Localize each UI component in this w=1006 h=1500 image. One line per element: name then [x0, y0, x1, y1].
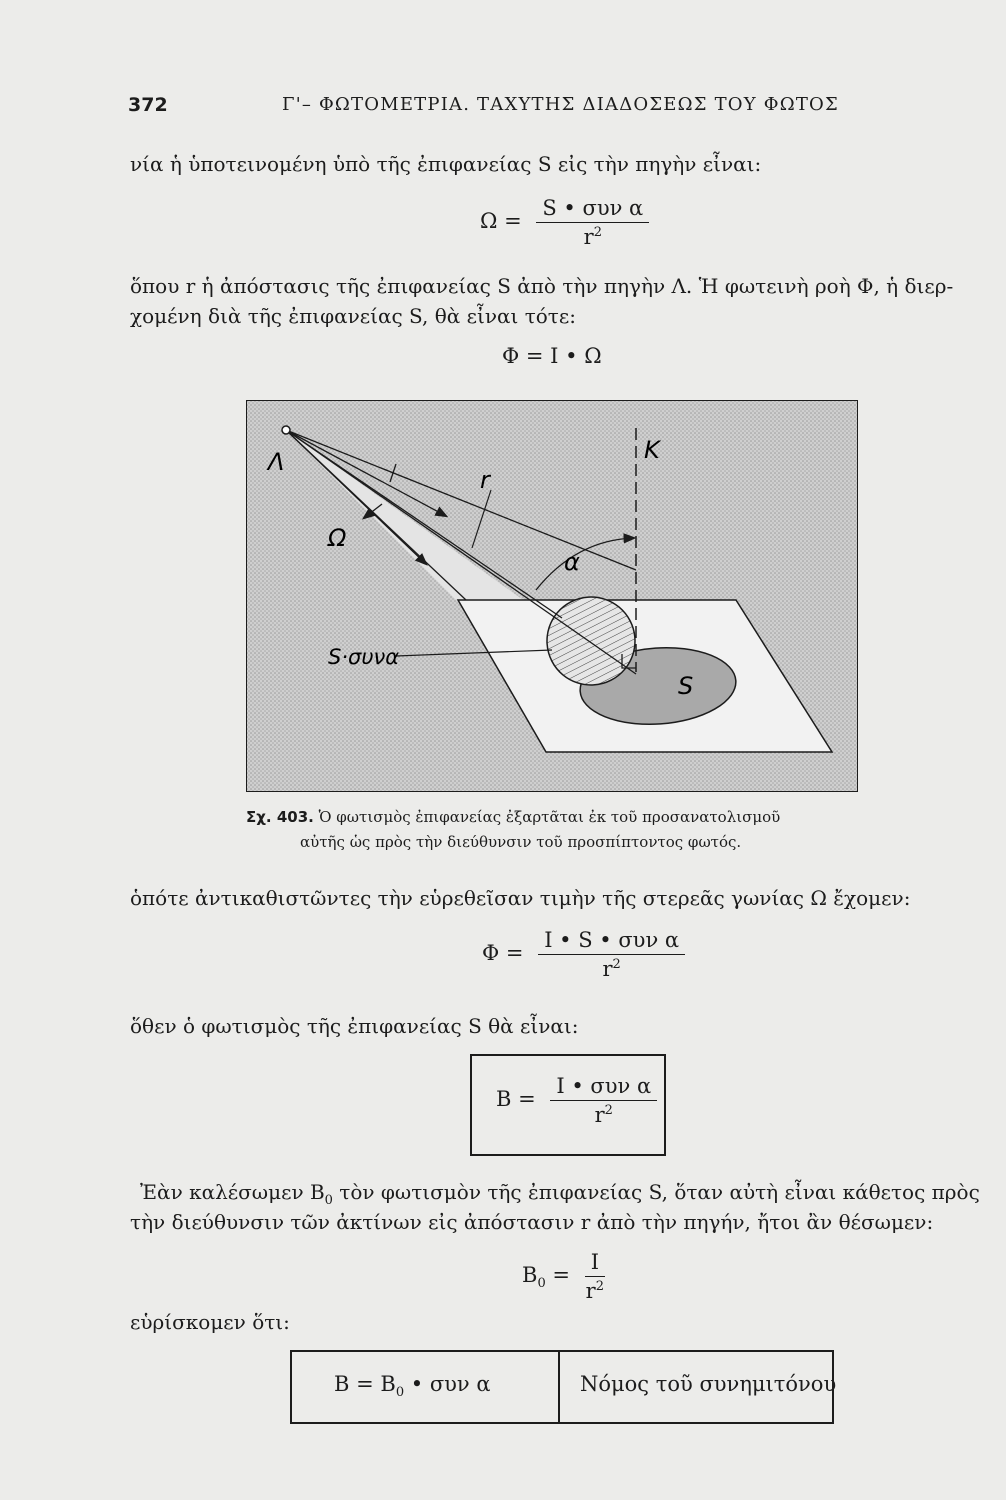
label-solid-angle: Ω: [328, 524, 347, 552]
label-angle: α: [564, 548, 580, 576]
fraction: [550, 1074, 657, 1127]
label-normal: K: [644, 436, 660, 464]
text-line-5: ὅθεν ὁ φωτισμὸς τῆς ἐπιφανείας S θὰ εἶναι:: [130, 1014, 579, 1038]
page-number: 372: [128, 94, 168, 116]
fraction-numerator: I • συν α: [550, 1074, 657, 1101]
fraction: [536, 196, 649, 249]
running-header: Γ'– ΦΩΤΟΜΕΤΡΙΑ. ΤΑΧΥΤΗΣ ΔΙΑΔΟΣΕΩΣ ΤΟΥ ΦΩΤΟΣ: [282, 94, 839, 115]
equation-solid-angle: [480, 196, 649, 249]
label-source: Λ: [268, 448, 285, 476]
text-line-7: τὴν διεύθυνσιν τῶν ἀκτίνων εἰς ἀπόστασιν r ἀπὸ τὴν πηγήν, ἤτοι ἂν θέσωμεν:: [130, 1210, 934, 1234]
fraction-denominator: $r^2$: [594, 1103, 613, 1127]
text-line-2: ὅπου r ἡ ἀπόστασις τῆς ἐπιφανείας S ἀπὸ τὴν πηγὴν Λ. Ἡ φωτεινὴ ροὴ Φ, ἡ διερ-: [130, 274, 954, 298]
text-line-4: ὁπότε ἀντικαθιστῶντες τὴν εὑρεθεῖσαν τιμὴν τῆς στερεᾶς γωνίας Ω ἔχομεν:: [130, 886, 911, 910]
equation-b0: $B_0$ = $\frac{I}{r^2}$: [522, 1250, 604, 1303]
text-line-3: χομένη διὰ τῆς ἐπιφανείας S, θὰ εἶναι τότε:: [130, 304, 576, 328]
fraction-denominator: $r^2$: [602, 957, 621, 981]
label-surface: S: [678, 672, 694, 700]
figure-caption-line-1: Σχ. 403. Ὁ φωτισμὸς ἐπιφανείας ἐξαρτᾶται ἐκ τοῦ προσανατολισμοῦ: [246, 808, 781, 826]
cosine-law-name: Νόμος τοῦ συνημιτόνου: [580, 1372, 837, 1396]
fraction: [538, 928, 685, 981]
equation-illumination: B = $\frac{\text{I • συν α}}{r^2}$: [496, 1074, 657, 1127]
equation-flux: Φ = $\frac{\text{I • S • συν α}}{r^2}$: [482, 928, 685, 981]
fraction-numerator: S • συν α: [536, 196, 649, 223]
fraction-denominator: $r^2$: [585, 1279, 604, 1303]
figure-number: Σχ. 403.: [246, 808, 314, 826]
cosine-law-divider: [558, 1350, 560, 1422]
figure-caption-line-2: αὐτῆς ὡς πρὸς τὴν διεύθυνσιν τοῦ προσπίπτοντος φωτός.: [300, 833, 742, 851]
text-line-6: Ἐὰν καλέσωμεν $B_0$ τὸν φωτισμὸν τῆς ἐπιφανείας S, ὅταν αὐτὴ εἶναι κάθετος πρὸς: [140, 1180, 980, 1208]
fraction-denominator: $r^2$: [583, 225, 602, 249]
label-distance: r: [480, 466, 490, 494]
equation-cosine-law: $B = B_0$ • συν α: [334, 1372, 491, 1401]
fraction-numerator: I • S • συν α: [538, 928, 685, 955]
label-projection: S·συνα: [328, 645, 400, 669]
figure-403: [246, 400, 858, 792]
text-line-1: νία ἡ ὑποτεινομένη ὑπὸ τῆς ἐπιφανείας S εἰς τὴν πηγὴν εἶναι:: [130, 152, 762, 176]
fraction-numerator: I: [585, 1250, 605, 1277]
fraction: [585, 1250, 605, 1303]
text-line-8: εὑρίσκομεν ὅτι:: [130, 1310, 290, 1334]
equation-lhs: Ω =: [480, 209, 522, 233]
light-source-point: [282, 426, 290, 434]
equation-flux-simple: Φ = I • Ω: [502, 344, 602, 368]
